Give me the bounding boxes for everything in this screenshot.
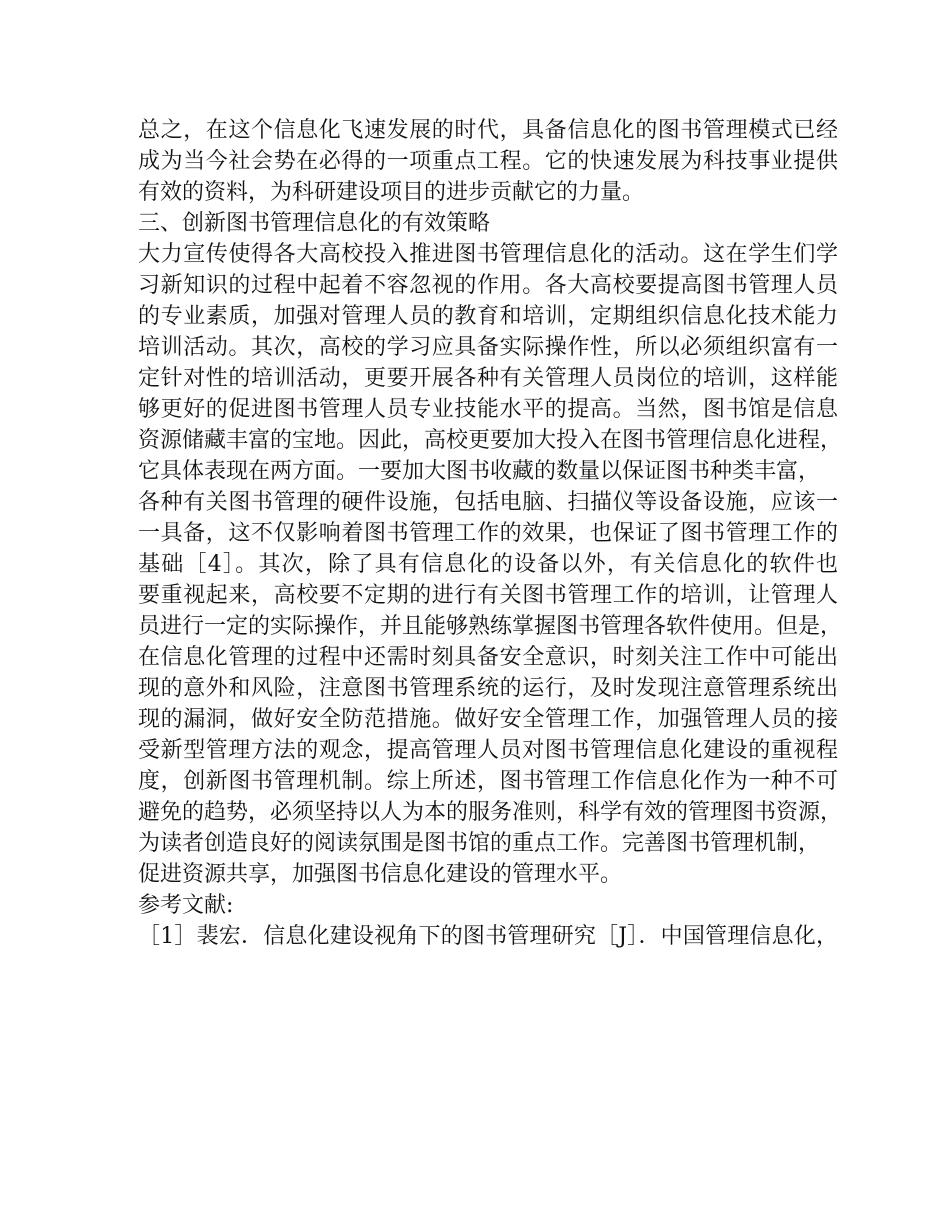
- text-line: 够更好的促进图书管理人员专业技能水平的提高。当然，图书馆是信息: [138, 397, 838, 422]
- text-line: 避免的趋势，必须坚持以人为本的服务准则，科学有效的管理图书资源，: [138, 800, 843, 825]
- conclusion-paragraph: [138, 115, 838, 208]
- text-line: 培训活动。其次，高校的学习应具备实际操作性，所以必须组织富有一: [138, 335, 838, 360]
- text-line: 各种有关图书管理的硬件设施，包括电脑、扫描仪等设备设施，应该一: [138, 490, 838, 515]
- text-line: 在信息化管理的过程中还需时刻具备安全意识，时刻关注工作中可能出: [138, 645, 838, 670]
- document-body: [138, 115, 843, 952]
- references-heading: 参考文献:: [138, 893, 234, 918]
- strategy-paragraph: [138, 239, 843, 890]
- text-line: 基础［4］。其次，除了具有信息化的设备以外，有关信息化的软件也: [138, 552, 838, 577]
- text-line: 度，创新图书管理机制。综上所述，图书管理工作信息化作为一种不可: [138, 769, 838, 794]
- text-line: 习新知识的过程中起着不容忽视的作用。各大高校要提高图书管理人员: [138, 273, 838, 298]
- text-line: 总之，在这个信息化飞速发展的时代，具备信息化的图书管理模式已经: [138, 118, 838, 143]
- text-line: 的专业素质，加强对管理人员的教育和培训，定期组织信息化技术能力: [138, 304, 838, 329]
- text-line: 它具体表现在两方面。一要加大图书收藏的数量以保证图书种类丰富，: [138, 459, 821, 484]
- section-heading: 三、创新图书管理信息化的有效策略: [138, 211, 491, 236]
- text-line: 有效的资料，为科研建设项目的进步贡献它的力量。: [138, 180, 645, 205]
- text-line: 一具备，这不仅影响着图书管理工作的效果，也保证了图书管理工作的: [138, 521, 838, 546]
- text-line: 资源储藏丰富的宝地。因此，高校更要加大投入在图书管理信息化进程，: [138, 428, 843, 453]
- text-line: 现的漏洞，做好安全防范措施。做好安全管理工作，加强管理人员的接: [138, 707, 838, 732]
- text-line: 现的意外和风险，注意图书管理系统的运行，及时发现注意管理系统出: [138, 676, 838, 701]
- text-line: 促进资源共享，加强图书信息化建设的管理水平。: [138, 862, 623, 887]
- text-line: 要重视起来，高校要不定期的进行有关图书管理工作的培训，让管理人: [138, 583, 838, 608]
- text-line: 成为当今社会势在必得的一项重点工程。它的快速发展为科技事业提供: [138, 149, 838, 174]
- text-line: 为读者创造良好的阅读氛围是图书馆的重点工作。完善图书管理机制，: [138, 831, 821, 856]
- text-line: 定针对性的培训活动，更要开展各种有关管理人员岗位的培训，这样能: [138, 366, 838, 391]
- text-line: 大力宣传使得各大高校投入推进图书管理信息化的活动。这在学生们学: [138, 242, 838, 267]
- text-line: 受新型管理方法的观念，提高管理人员对图书管理信息化建设的重视程: [138, 738, 838, 763]
- reference-entry: ［1］裴宏．信息化建设视角下的图书管理研究［J］．中国管理信息化，: [138, 924, 838, 949]
- text-line: 员进行一定的实际操作，并且能够熟练掌握图书管理各软件使用。但是，: [138, 614, 843, 639]
